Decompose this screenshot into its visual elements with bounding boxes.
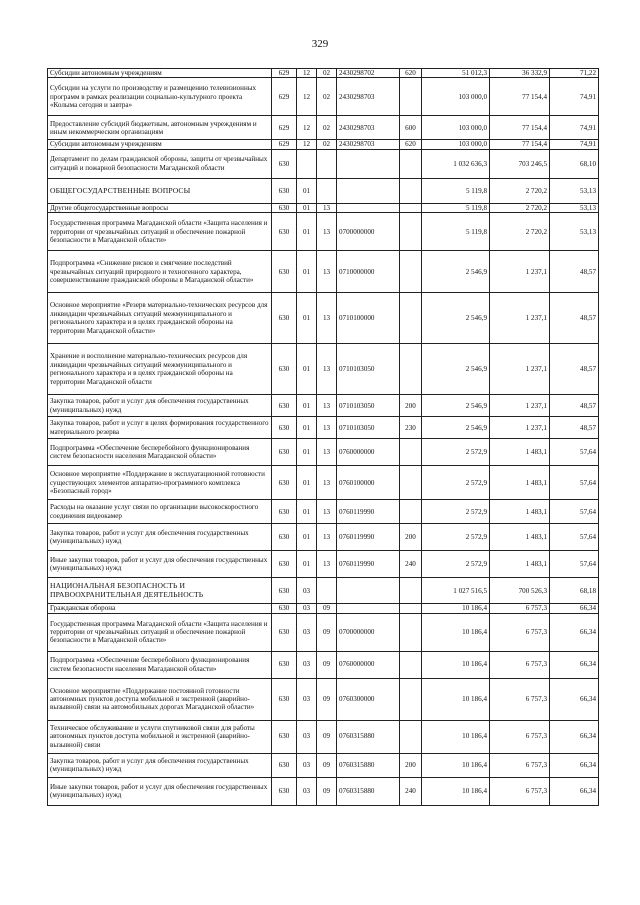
row-code: 630 (272, 777, 297, 805)
row-percent: 74,91 (550, 78, 599, 116)
row-section: 03 (297, 720, 317, 753)
row-expense-type (400, 500, 422, 524)
row-fact-value: 6 757,3 (490, 604, 550, 613)
row-fact-value: 1 483,1 (490, 524, 550, 551)
row-fact-value: 700 526,3 (490, 578, 550, 604)
row-plan-value: 10 186,4 (422, 651, 490, 678)
row-percent: 74,91 (550, 140, 599, 149)
row-percent: 53,13 (550, 213, 599, 251)
row-target (337, 203, 400, 212)
page-number: 329 (311, 38, 329, 50)
row-code: 629 (272, 116, 297, 140)
row-expense-type: 230 (400, 417, 422, 439)
row-code: 630 (272, 678, 297, 720)
row-percent: 66,34 (550, 678, 599, 720)
row-fact-value: 2 720,2 (490, 213, 550, 251)
row-plan-value: 2 546,9 (422, 344, 490, 395)
row-expense-type (400, 439, 422, 466)
row-code: 630 (272, 651, 297, 678)
row-name: Государственная программа Магаданской области «Защита населения и территории от чрезвычайных ситуаций и обеспечение пожарной безопасности в Магаданской области» (48, 613, 272, 651)
row-code: 630 (272, 524, 297, 551)
row-code: 629 (272, 140, 297, 149)
table-row (48, 753, 599, 777)
row-section: 01 (297, 395, 317, 417)
row-subsection (317, 149, 337, 178)
table-row (48, 678, 599, 720)
row-section: 01 (297, 551, 317, 578)
row-subsection: 13 (317, 500, 337, 524)
row-target: 0700000000 (337, 613, 400, 651)
row-target: 0710103050 (337, 344, 400, 395)
row-plan-value: 2 572,9 (422, 439, 490, 466)
table-row (48, 395, 599, 417)
row-fact-value: 6 757,3 (490, 613, 550, 651)
row-section: 12 (297, 140, 317, 149)
row-section: 01 (297, 213, 317, 251)
row-target: 2430298703 (337, 140, 400, 149)
row-percent: 57,64 (550, 466, 599, 500)
row-percent: 66,34 (550, 753, 599, 777)
row-name: Закупка товаров, работ и услуг для обеспечения государственных (муниципальных) нужд (48, 753, 272, 777)
row-subsection: 09 (317, 720, 337, 753)
row-percent: 53,13 (550, 203, 599, 212)
row-name: Гражданская оборона (48, 604, 272, 613)
row-fact-value: 36 332,9 (490, 69, 550, 78)
table-row (48, 613, 599, 651)
row-target: 0760119990 (337, 551, 400, 578)
row-plan-value: 2 546,9 (422, 395, 490, 417)
row-subsection: 09 (317, 753, 337, 777)
row-code: 630 (272, 149, 297, 178)
row-code: 630 (272, 578, 297, 604)
row-name: Иные закупки товаров, работ и услуг для обеспечения государственных (муниципальных) нужд (48, 551, 272, 578)
row-percent: 74,91 (550, 116, 599, 140)
row-percent: 48,57 (550, 344, 599, 395)
row-plan-value: 51 012,3 (422, 69, 490, 78)
row-plan-value: 103 000,0 (422, 78, 490, 116)
row-name: Государственная программа Магаданской области «Защита населения и территории от чрезвычайных ситуаций и обеспечение пожарной безопасности в Магаданской области» (48, 213, 272, 251)
row-fact-value: 703 246,5 (490, 149, 550, 178)
row-section: 03 (297, 678, 317, 720)
row-target: 0700000000 (337, 213, 400, 251)
row-section: 01 (297, 439, 317, 466)
row-plan-value: 5 119,8 (422, 213, 490, 251)
table-row (48, 777, 599, 805)
row-percent: 57,64 (550, 439, 599, 466)
row-subsection: 13 (317, 251, 337, 293)
row-percent: 48,57 (550, 395, 599, 417)
row-percent: 66,34 (550, 604, 599, 613)
row-plan-value: 10 186,4 (422, 777, 490, 805)
row-section: 03 (297, 578, 317, 604)
row-percent: 57,64 (550, 524, 599, 551)
row-fact-value: 6 757,3 (490, 720, 550, 753)
row-fact-value: 6 757,3 (490, 678, 550, 720)
row-expense-type (400, 678, 422, 720)
row-section: 01 (297, 500, 317, 524)
row-expense-type (400, 293, 422, 344)
row-section: 03 (297, 651, 317, 678)
row-fact-value: 77 154,4 (490, 116, 550, 140)
row-name: Субсидии автономным учреждениям (48, 140, 272, 149)
row-section: 01 (297, 344, 317, 395)
row-target: 0710103050 (337, 417, 400, 439)
row-subsection (317, 178, 337, 203)
row-section: 01 (297, 417, 317, 439)
table-row (48, 213, 599, 251)
row-subsection: 13 (317, 213, 337, 251)
row-plan-value: 1 027 516,5 (422, 578, 490, 604)
row-target (337, 178, 400, 203)
row-expense-type (400, 720, 422, 753)
row-percent: 66,34 (550, 777, 599, 805)
row-plan-value: 2 546,9 (422, 417, 490, 439)
table-row (48, 578, 599, 604)
row-target: 0760000000 (337, 439, 400, 466)
row-subsection: 13 (317, 524, 337, 551)
row-code: 630 (272, 466, 297, 500)
table-row (48, 466, 599, 500)
row-expense-type (400, 251, 422, 293)
row-name: Департамент по делам гражданской обороны, защиты от чрезвычайных ситуаций и пожарной безопасности Магаданской области (48, 149, 272, 178)
row-fact-value: 6 757,3 (490, 777, 550, 805)
row-fact-value: 1 483,1 (490, 500, 550, 524)
table-row (48, 500, 599, 524)
row-subsection: 09 (317, 777, 337, 805)
table-row (48, 651, 599, 678)
row-code: 630 (272, 344, 297, 395)
row-name: Субсидии на услуги по производству и размещению телевизионных программ в рамках реализации социально-культурного проекта «Колыма сегодня и завтра» (48, 78, 272, 116)
row-code: 630 (272, 613, 297, 651)
row-subsection: 13 (317, 417, 337, 439)
row-percent: 66,34 (550, 720, 599, 753)
row-fact-value: 6 757,3 (490, 651, 550, 678)
row-expense-type: 620 (400, 69, 422, 78)
table-row (48, 604, 599, 613)
row-plan-value: 10 186,4 (422, 753, 490, 777)
row-fact-value: 2 720,2 (490, 178, 550, 203)
table-row (48, 203, 599, 212)
row-expense-type (400, 604, 422, 613)
row-plan-value: 10 186,4 (422, 678, 490, 720)
row-subsection: 02 (317, 78, 337, 116)
row-fact-value: 1 483,1 (490, 466, 550, 500)
row-expense-type (400, 178, 422, 203)
row-subsection: 09 (317, 651, 337, 678)
row-code: 630 (272, 251, 297, 293)
row-name: НАЦИОНАЛЬНАЯ БЕЗОПАСНОСТЬ И ПРАВООХРАНИТЕЛЬНАЯ ДЕЯТЕЛЬНОСТЬ (48, 578, 272, 604)
row-subsection: 09 (317, 604, 337, 613)
row-target: 0710000000 (337, 251, 400, 293)
row-name: Подпрограмма «Обеспечение бесперебойного функционирования систем безопасности населения Магаданской области» (48, 651, 272, 678)
row-expense-type: 240 (400, 551, 422, 578)
row-name: Иные закупки товаров, работ и услуг для обеспечения государственных (муниципальных) нужд (48, 777, 272, 805)
row-code: 629 (272, 78, 297, 116)
row-name: Основное мероприятие «Поддержание в эксплуатационной готовности существующих элементов аппаратно-программного комплекса «Безопасный город» (48, 466, 272, 500)
table-body (48, 69, 599, 806)
row-expense-type (400, 78, 422, 116)
row-expense-type (400, 344, 422, 395)
table-row (48, 344, 599, 395)
row-target: 0760100000 (337, 466, 400, 500)
table-row (48, 116, 599, 140)
row-target: 0760315880 (337, 720, 400, 753)
row-plan-value: 103 000,0 (422, 140, 490, 149)
row-section (297, 149, 317, 178)
table-row (48, 439, 599, 466)
row-plan-value: 2 572,9 (422, 466, 490, 500)
row-code: 630 (272, 500, 297, 524)
row-section: 03 (297, 613, 317, 651)
row-code: 630 (272, 293, 297, 344)
row-subsection: 13 (317, 203, 337, 212)
row-subsection: 13 (317, 466, 337, 500)
row-name: Другие общегосударственные вопросы (48, 203, 272, 212)
row-percent: 66,34 (550, 651, 599, 678)
row-percent: 66,34 (550, 613, 599, 651)
row-target (337, 578, 400, 604)
row-subsection: 13 (317, 293, 337, 344)
row-name: Предоставление субсидий бюджетным, автономным учреждениям и иным некоммерческим организациям (48, 116, 272, 140)
table-row (48, 251, 599, 293)
row-percent: 53,13 (550, 178, 599, 203)
row-subsection: 09 (317, 678, 337, 720)
row-code: 630 (272, 604, 297, 613)
table-row (48, 178, 599, 203)
row-code: 629 (272, 69, 297, 78)
row-section: 03 (297, 604, 317, 613)
row-expense-type: 240 (400, 777, 422, 805)
row-name: Хранение и восполнение материально-технических ресурсов для ликвидации чрезвычайных ситуаций межмуниципального и регионального характера и в целях гражданской обороны на территории Магаданской области (48, 344, 272, 395)
row-expense-type (400, 149, 422, 178)
row-expense-type (400, 651, 422, 678)
row-code: 630 (272, 178, 297, 203)
row-subsection: 02 (317, 116, 337, 140)
row-name: Техническое обслуживание и услуги спутниковой связи для работы автономных пунктов доступа мобильной и экстренной (аварийно-вызывной) связи (48, 720, 272, 753)
row-subsection (317, 578, 337, 604)
row-plan-value: 2 572,9 (422, 500, 490, 524)
row-name: Субсидии автономным учреждениям (48, 69, 272, 78)
table-row (48, 140, 599, 149)
row-target: 2430298703 (337, 116, 400, 140)
row-name: Подпрограмма «Обеспечение бесперебойного функционирования систем безопасности населения Магаданской области» (48, 439, 272, 466)
row-name: Закупка товаров, работ и услуг в целях формирования государственного материального резерва (48, 417, 272, 439)
row-code: 630 (272, 417, 297, 439)
row-plan-value: 10 186,4 (422, 720, 490, 753)
row-expense-type: 200 (400, 395, 422, 417)
row-plan-value: 5 119,8 (422, 178, 490, 203)
row-target: 0760315880 (337, 753, 400, 777)
row-expense-type: 200 (400, 753, 422, 777)
row-section: 01 (297, 203, 317, 212)
table-row (48, 417, 599, 439)
row-percent: 68,10 (550, 149, 599, 178)
row-percent: 48,57 (550, 417, 599, 439)
row-expense-type: 620 (400, 140, 422, 149)
row-expense-type (400, 466, 422, 500)
row-subsection: 09 (317, 613, 337, 651)
row-name: Подпрограмма «Снижение рисков и смягчение последствий чрезвычайных ситуаций природного и техногенного характера, совершенствование гражданской обороны в Магаданской области» (48, 251, 272, 293)
row-plan-value: 1 032 636,3 (422, 149, 490, 178)
row-section: 01 (297, 251, 317, 293)
row-section: 01 (297, 178, 317, 203)
row-section: 01 (297, 524, 317, 551)
row-percent: 71,22 (550, 69, 599, 78)
row-name: Закупка товаров, работ и услуг для обеспечения государственных (муниципальных) нужд (48, 395, 272, 417)
row-fact-value: 1 237,1 (490, 251, 550, 293)
table-row (48, 551, 599, 578)
row-code: 630 (272, 753, 297, 777)
row-percent: 57,64 (550, 500, 599, 524)
row-expense-type (400, 613, 422, 651)
row-section: 12 (297, 69, 317, 78)
row-subsection: 02 (317, 140, 337, 149)
row-expense-type (400, 203, 422, 212)
row-target: 0760000000 (337, 651, 400, 678)
table-row (48, 720, 599, 753)
row-expense-type (400, 578, 422, 604)
row-fact-value: 1 483,1 (490, 439, 550, 466)
row-target: 2430298703 (337, 78, 400, 116)
row-expense-type: 200 (400, 524, 422, 551)
row-subsection: 13 (317, 551, 337, 578)
row-fact-value: 1 237,1 (490, 395, 550, 417)
row-section: 01 (297, 293, 317, 344)
table-row (48, 524, 599, 551)
row-name: Основное мероприятие «Поддержание постоянной готовности автономных пунктов доступа мобильной и экстренной (аварийно-вызывной) связи на автомобильных дорогах Магаданской области» (48, 678, 272, 720)
row-plan-value: 5 119,8 (422, 203, 490, 212)
row-plan-value: 10 186,4 (422, 604, 490, 613)
row-fact-value: 1 237,1 (490, 344, 550, 395)
row-fact-value: 2 720,2 (490, 203, 550, 212)
row-section: 12 (297, 78, 317, 116)
row-name: Закупка товаров, работ и услуг для обеспечения государственных (муниципальных) нужд (48, 524, 272, 551)
row-code: 630 (272, 395, 297, 417)
row-fact-value: 1 237,1 (490, 417, 550, 439)
row-code: 630 (272, 203, 297, 212)
table-row (48, 69, 599, 78)
row-percent: 68,18 (550, 578, 599, 604)
row-subsection: 13 (317, 344, 337, 395)
budget-table (47, 68, 599, 806)
table-row (48, 149, 599, 178)
row-plan-value: 2 572,9 (422, 551, 490, 578)
row-code: 630 (272, 439, 297, 466)
row-subsection: 13 (317, 439, 337, 466)
row-section: 03 (297, 753, 317, 777)
row-fact-value: 1 483,1 (490, 551, 550, 578)
row-expense-type (400, 213, 422, 251)
row-plan-value: 2 546,9 (422, 251, 490, 293)
table-row (48, 293, 599, 344)
row-name: Расходы на оказание услуг связи по организации высокоскоростного соединения видеокамер (48, 500, 272, 524)
row-subsection: 13 (317, 395, 337, 417)
row-plan-value: 2 546,9 (422, 293, 490, 344)
row-section: 01 (297, 466, 317, 500)
row-fact-value: 77 154,4 (490, 78, 550, 116)
row-target: 0760300000 (337, 678, 400, 720)
row-fact-value: 1 237,1 (490, 293, 550, 344)
row-expense-type: 600 (400, 116, 422, 140)
row-plan-value: 2 572,9 (422, 524, 490, 551)
row-name: Основное мероприятие «Резерв материально-технических ресурсов для ликвидации чрезвычайных ситуаций межмуниципального и регионального характера и в целях гражданской обороны на территории Магаданской области» (48, 293, 272, 344)
row-plan-value: 10 186,4 (422, 613, 490, 651)
table-row (48, 78, 599, 116)
row-target: 0760119990 (337, 500, 400, 524)
row-target: 0710103050 (337, 395, 400, 417)
row-target: 2430298702 (337, 69, 400, 78)
row-code: 630 (272, 213, 297, 251)
row-plan-value: 103 000,0 (422, 116, 490, 140)
row-fact-value: 6 757,3 (490, 753, 550, 777)
row-fact-value: 77 154,4 (490, 140, 550, 149)
row-target: 0710100000 (337, 293, 400, 344)
row-name: ОБЩЕГОСУДАРСТВЕННЫЕ ВОПРОСЫ (48, 178, 272, 203)
row-code: 630 (272, 551, 297, 578)
row-percent: 48,57 (550, 293, 599, 344)
row-target: 0760119990 (337, 524, 400, 551)
row-target (337, 149, 400, 178)
row-subsection: 02 (317, 69, 337, 78)
row-target: 0760315880 (337, 777, 400, 805)
row-percent: 48,57 (550, 251, 599, 293)
row-section: 12 (297, 116, 317, 140)
row-section: 03 (297, 777, 317, 805)
row-code: 630 (272, 720, 297, 753)
row-target (337, 604, 400, 613)
row-percent: 57,64 (550, 551, 599, 578)
